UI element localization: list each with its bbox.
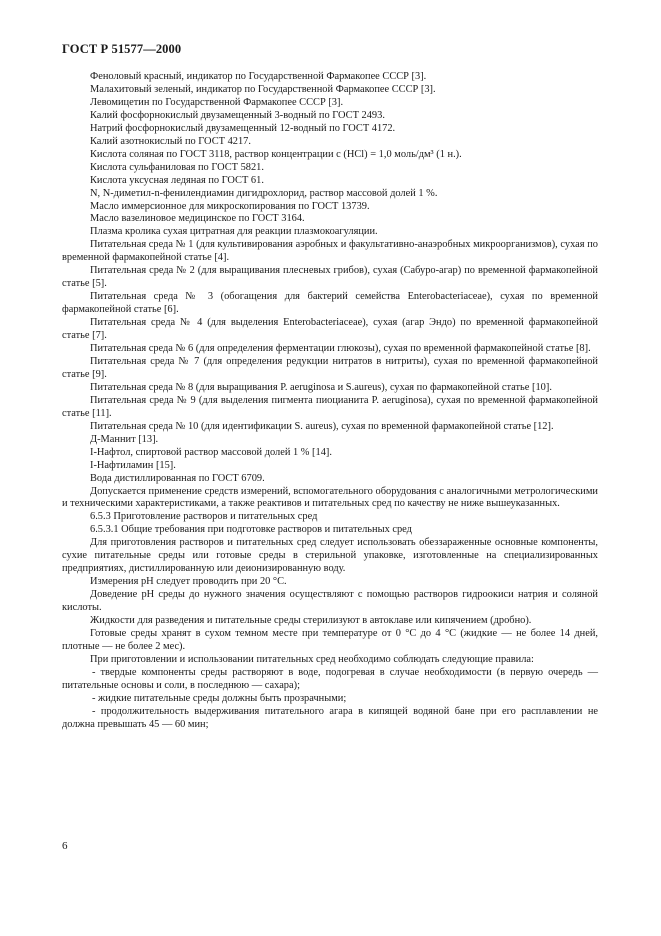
paragraph: Масло вазелиновое медицинское по ГОСТ 3164. [90,213,305,225]
paragraph: При приготовлении и использовании питательных сред необходимо соблюдать следующие правила: [90,653,534,665]
paragraph: I-Нафтол, спиртовой раствор массовой долей 1 % [14]. [90,446,332,458]
paragraph: Кислота соляная по ГОСТ 3118, раствор концентрации c (HCl) = 1,0 моль/дм³ (1 н.). [90,148,462,160]
list-item: - твердые компоненты среды растворяют в воде, подогревая в случае необходимости (в первую очередь — питательные основы и соли, в последнюю — сахара); [62,666,598,691]
paragraph: Феноловый красный, индикатор по Государственной Фармакопее СССР [3]. [90,71,427,82]
paragraph: Жидкости для разведения и питательные среды стерилизуют в автоклаве или кипячением (дробно). [90,615,532,627]
paragraph: Д-Маннит [13]. [90,433,159,445]
paragraph: Натрий фосфорнокислый двузамещенный 12-водный по ГОСТ 4172. [90,122,396,134]
paragraph: Готовые среды хранят в сухом темном месте при температуре от 0 °С до 4 °С (жидкие — не более 14 дней, плотные — не более 2 мес). [62,627,598,652]
paragraph: Малахитовый зеленый, индикатор по Государственной Фармакопее СССР [3]. [90,83,436,95]
paragraph: Калий фосфорнокислый двузамещенный 3-водный по ГОСТ 2493. [90,109,385,121]
page-number: 6 [62,840,68,852]
page-header: ГОСТ Р 51577—2000 [62,42,182,56]
paragraph: I-Нафтиламин [15]. [90,459,176,471]
paragraph: Плазма кролика сухая цитратная для реакции плазмокоагуляции. [90,226,378,238]
paragraph: Питательная среда № 3 (обогащения для бактерий семейства Enterobacteriaceae), сухая по временной фармакопейной статье [6]. [62,291,598,316]
paragraph: Питательная среда № 9 (для выделения пигмента пиоцианита P. aeruginosa), сухая по временной фармакопейной статье [11]. [62,394,598,419]
section-heading: 6.5.3 Приготовление растворов и питательных сред [90,511,318,523]
paragraph: Кислота уксусная ледяная по ГОСТ 61. [90,174,264,186]
paragraph: Калий азотнокислый по ГОСТ 4217. [90,135,251,147]
paragraph: Масло иммерсионное для микроскопирования по ГОСТ 13739. [90,200,370,212]
list-item: - жидкие питательные среды должны быть прозрачными; [92,692,347,704]
paragraph: Питательная среда № 1 (для культивирования аэробных и факультативно-анаэробных микроорганизмов), сухая по временной фармакопейной статье [4]. [62,239,598,264]
paragraph: Левомицетин по Государственной Фармакопее СССР [3]. [90,96,344,108]
paragraph: Доведение pH среды до нужного значения осуществляют с помощью растворов гидроокиси натрия и соляной кислоты. [62,589,598,614]
paragraph: Питательная среда № 6 (для определения ферментации глюкозы), сухая по временной фармакопейной статье [8]. [90,343,591,355]
body-text [62,71,598,732]
paragraph: Питательная среда № 7 (для определения редукции нитратов в нитриты), сухая по временной фармакопейной статье [9]. [62,355,598,380]
paragraph: N, N-диметил-n-фенилендиамин дигидрохлорид, раствор массовой долей 1 %. [90,187,438,199]
paragraph: Кислота сульфаниловая по ГОСТ 5821. [90,161,264,173]
paragraph: Питательная среда № 8 (для выращивания P. aeruginosa и S.aureus), сухая по фармакопейной статье [10]. [90,381,552,393]
paragraph: Для приготовления растворов и питательных сред следует использовать обеззараженные основные компоненты, сухие питательные среды или готовые среды в стерильной упаковке, изготовленные на специализированных предприятиях, дистиллированную или деионизированную воду. [62,537,598,575]
paragraph: Допускается применение средств измерений, вспомогательного оборудования с аналогичными метрологическими и техническими характеристиками, а также реактивов и питательных сред по качеству не ниже вышеуказанных. [62,485,598,510]
list-item: - продолжительность выдерживания питательного агара в кипящей водяной бане при его расплавлении не должна превышать 45 — 60 мин; [62,705,598,730]
paragraph: Питательная среда № 10 (для идентификации S. aureus), сухая по временной фармакопейной статье [12]. [90,420,554,432]
paragraph: Питательная среда № 2 (для выращивания плесневых грибов), сухая (Сабуро-агар) по временной фармакопейной статье [5]. [62,265,598,290]
paragraph: Питательная среда № 4 (для выделения Enterobacteriaceae), сухая (агар Эндо) по временной фармакопейной статье [7]. [62,317,598,342]
subsection-heading: 6.5.3.1 Общие требования при подготовке растворов и питательных сред [90,524,412,536]
paragraph: Измерения pH следует проводить при 20 °С. [90,576,287,588]
paragraph: Вода дистиллированная по ГОСТ 6709. [90,472,265,484]
